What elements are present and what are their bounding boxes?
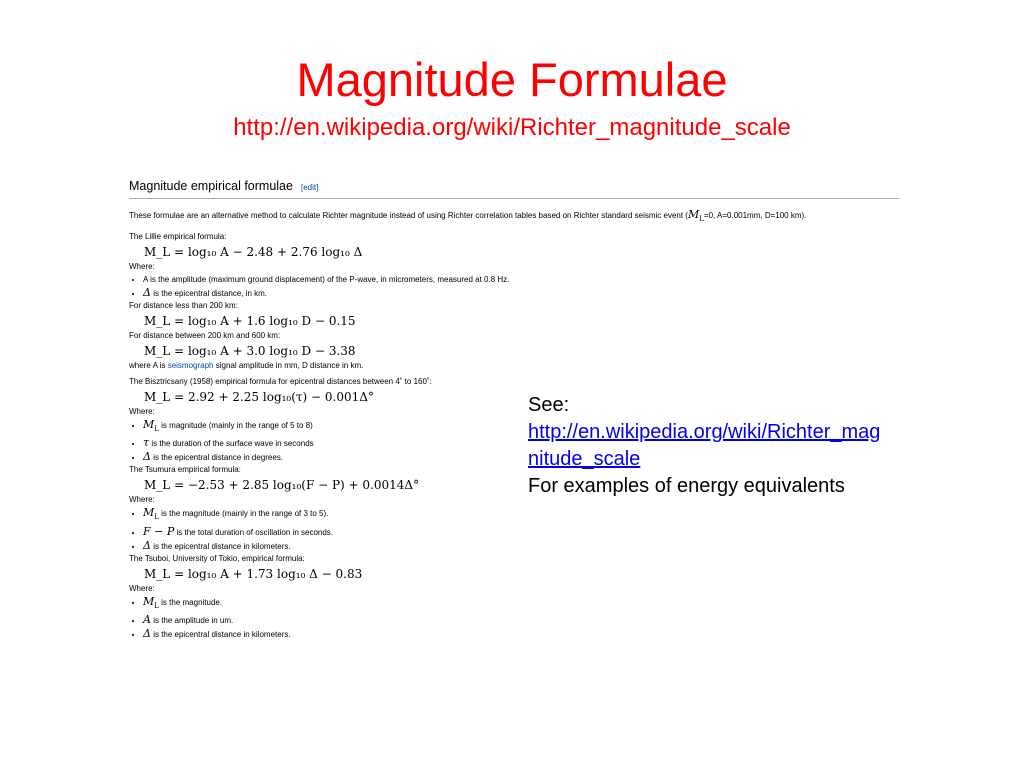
section-heading: [129, 178, 899, 199]
list-item: • Δ is the epicentral distance in degrees.: [143, 450, 899, 464]
where-label: Where:: [129, 583, 155, 593]
intro-end: =0, A=0.001mm, D=100 km).: [703, 211, 807, 220]
lillie-label: The Lillie empirical formula:: [129, 232, 227, 242]
slide-title: Magnitude Formulae: [296, 53, 728, 106]
b200-label: For distance between 200 km and 600 km:: [129, 331, 281, 341]
list-item: • Δ is the epicentral distance, in km.: [143, 286, 899, 300]
list-item: • A is the amplitude in um.: [143, 613, 899, 627]
tsumura-label: The Tsumura empirical formula:: [129, 465, 241, 475]
tsumura-formula: M_L = −2.53 + 2.85 log₁₀(F − P) + 0.0014Δ°: [144, 478, 420, 493]
list-item: • F − P is the total duration of oscillation in seconds.: [143, 525, 899, 539]
bisz-label: The Bisztricsany (1958) empirical formula for epicentral distances between 4˚ to 160˚:: [129, 377, 432, 387]
list-item: • τ is the duration of the surface wave in seconds: [143, 436, 899, 450]
intro-text: [129, 209, 899, 225]
where-label: Where:: [129, 407, 155, 417]
tsuboi-list: [129, 595, 899, 641]
where-label: Where:: [129, 262, 155, 272]
list-item: • Δ is the epicentral distance in kilometers.: [143, 627, 899, 641]
tsumura-list: [129, 506, 899, 552]
b200-formula: M_L = log₁₀ A + 3.0 log₁₀ D − 3.38: [144, 344, 356, 359]
bisz-formula: M_L = 2.92 + 2.25 log₁₀(τ) − 0.001Δ°: [144, 390, 374, 405]
list-item: • $M_L$ is the magnitude (mainly in the range of 3 to 5).: [143, 506, 899, 524]
list-item: • $M_L$ is magnitude (mainly in the range of 5 to 8): [143, 418, 899, 436]
seismograph-link[interactable]: seismograph: [167, 361, 214, 371]
intro-ml-symbol: $M_L$: [687, 208, 704, 224]
lt200-formula: M_L = log₁₀ A + 1.6 log₁₀ D − 0.15: [144, 314, 356, 329]
see-note: For examples of energy equivalents: [528, 475, 845, 497]
section-heading-text: Magnitude empirical formulae: [129, 179, 293, 193]
list-item: • A is the amplitude (maximum ground displacement) of the P-wave, in micrometers, measured at 0.8 Hz.: [143, 273, 899, 286]
lillie-list: [129, 273, 899, 300]
richter-scale-link[interactable]: http://en.wikipedia.org/wiki/Richter_mag nitude_scale: [528, 421, 881, 470]
edit-link[interactable]: [edit]: [300, 183, 319, 192]
tsuboi-formula: M_L = log₁₀ A + 1.73 log₁₀ Δ − 0.83: [144, 566, 363, 581]
lillie-formula: M_L = log₁₀ A − 2.48 + 2.76 log₁₀ Δ: [144, 245, 363, 260]
list-item: • $M_L$ is the magnitude.: [143, 595, 899, 613]
where-label: Where:: [129, 495, 155, 505]
where-a-text: where A is seismograph signal amplitude in mm, D distance in km.: [129, 361, 364, 371]
lt200-label: For distance less than 200 km:: [129, 301, 238, 311]
slide-subtitle: http://en.wikipedia.org/wiki/Richter_magnitude_scale: [233, 114, 791, 141]
tsuboi-label: The Tsuboi, University of Tokio, empirical formula:: [129, 553, 305, 563]
see-also-box: [528, 392, 948, 500]
list-item: • Δ is the epicentral distance in kilometers.: [143, 539, 899, 553]
intro-main: These formulae are an alternative method to calculate Richter magnitude instead of using Richter correlation tables based on Richter standard seismic event (: [129, 211, 688, 220]
see-label: See:: [528, 394, 570, 416]
